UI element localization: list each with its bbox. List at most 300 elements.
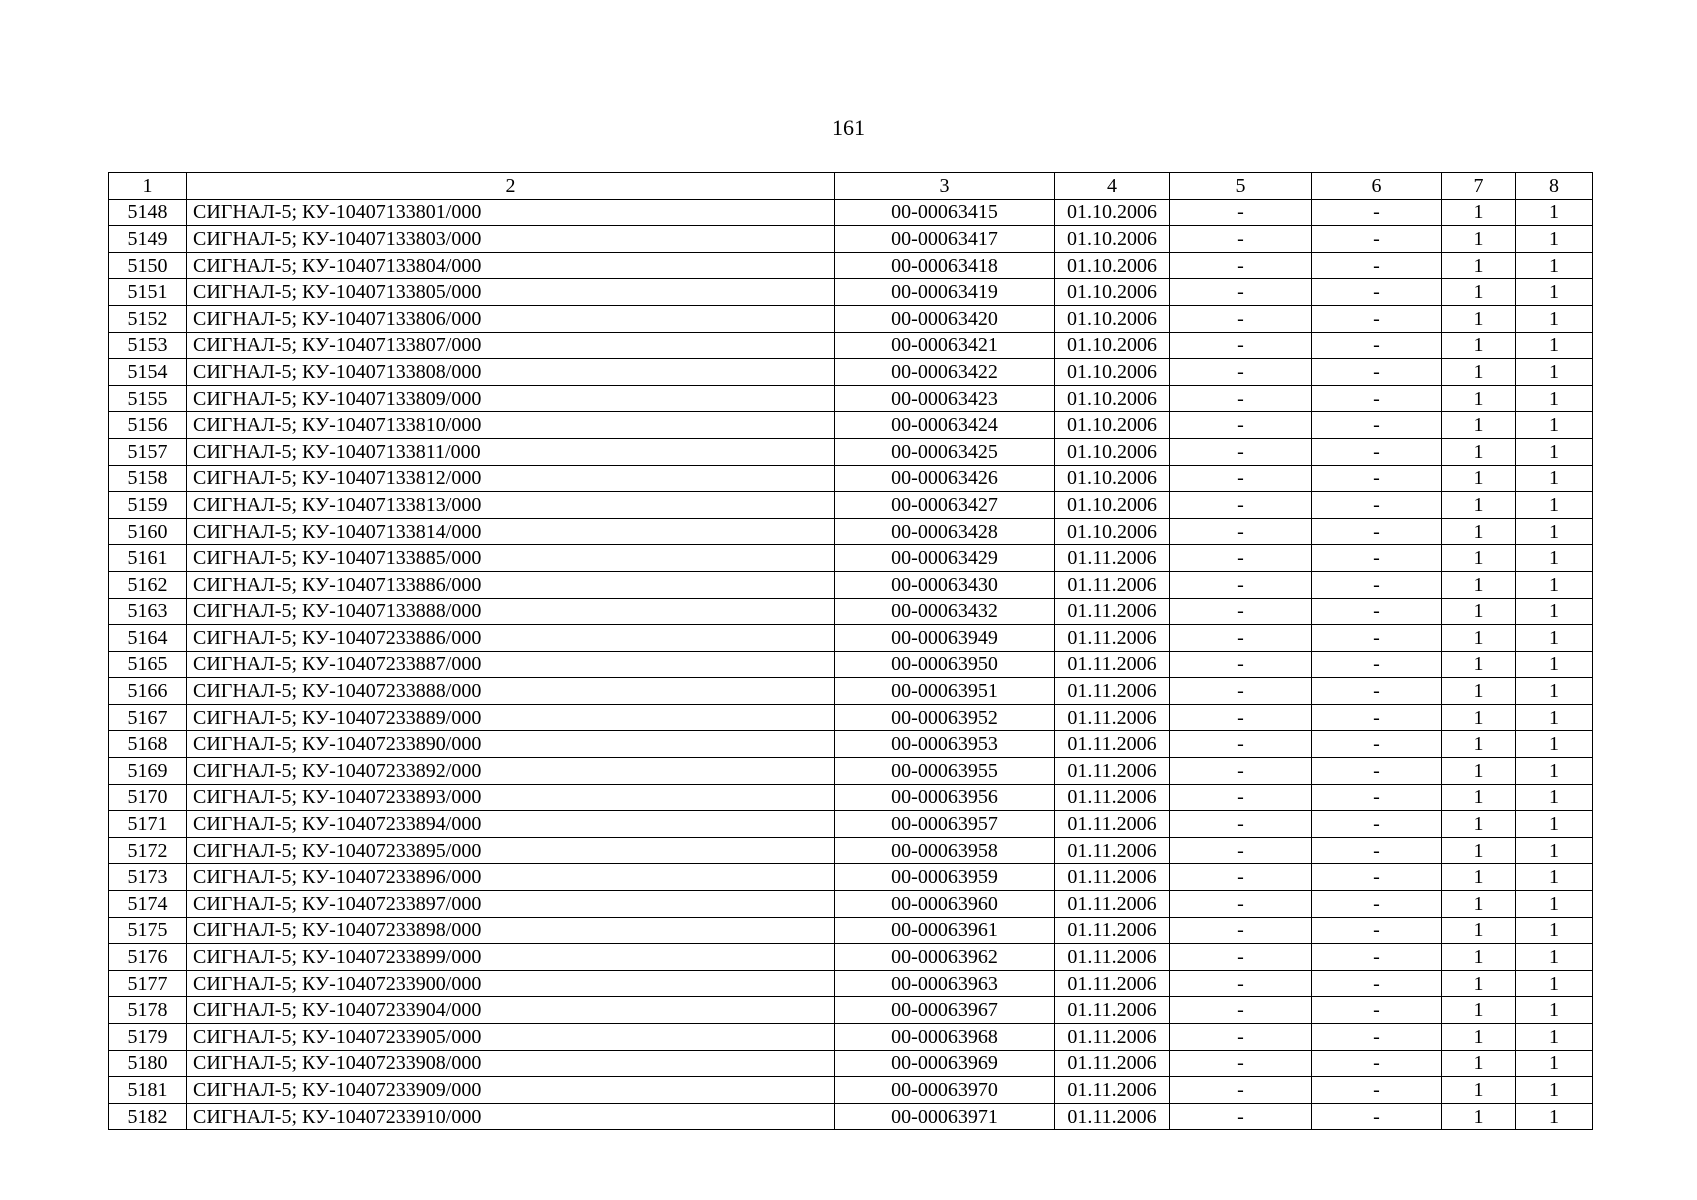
- table-row: [109, 651, 1593, 678]
- date-cell: 01.11.2006: [1055, 704, 1170, 731]
- col5-cell: -: [1170, 758, 1312, 785]
- inventory-number-cell: 00-00063424: [835, 412, 1055, 439]
- col5-cell: -: [1170, 811, 1312, 838]
- date-cell: 01.10.2006: [1055, 492, 1170, 519]
- inventory-number-cell: 00-00063967: [835, 997, 1055, 1024]
- col6-cell: -: [1312, 252, 1442, 279]
- inventory-number-cell: 00-00063430: [835, 571, 1055, 598]
- row-number-cell: 5171: [109, 811, 187, 838]
- col8-cell: 1: [1516, 891, 1593, 918]
- table-row: [109, 199, 1593, 226]
- date-cell: 01.11.2006: [1055, 731, 1170, 758]
- row-number-cell: 5164: [109, 625, 187, 652]
- col5-cell: -: [1170, 438, 1312, 465]
- col7-cell: 1: [1442, 226, 1516, 253]
- name-cell: СИГНАЛ-5; КУ-10407233898/000: [187, 917, 835, 944]
- col5-cell: -: [1170, 412, 1312, 439]
- col5-cell: -: [1170, 944, 1312, 971]
- col6-cell: -: [1312, 997, 1442, 1024]
- inventory-number-cell: 00-00063958: [835, 837, 1055, 864]
- col5-cell: -: [1170, 1077, 1312, 1104]
- date-cell: 01.11.2006: [1055, 837, 1170, 864]
- col7-cell: 1: [1442, 598, 1516, 625]
- col6-cell: -: [1312, 518, 1442, 545]
- name-cell: СИГНАЛ-5; КУ-10407233904/000: [187, 997, 835, 1024]
- date-cell: 01.11.2006: [1055, 1024, 1170, 1051]
- table-row: [109, 758, 1593, 785]
- col7-cell: 1: [1442, 1024, 1516, 1051]
- table-row: [109, 837, 1593, 864]
- col6-cell: -: [1312, 837, 1442, 864]
- col8-cell: 1: [1516, 837, 1593, 864]
- table-row: [109, 811, 1593, 838]
- table-row: [109, 492, 1593, 519]
- col6-cell: -: [1312, 864, 1442, 891]
- column-header: 3: [835, 173, 1055, 200]
- inventory-number-cell: 00-00063957: [835, 811, 1055, 838]
- col8-cell: 1: [1516, 385, 1593, 412]
- row-number-cell: 5178: [109, 997, 187, 1024]
- inventory-number-cell: 00-00063963: [835, 970, 1055, 997]
- col5-cell: -: [1170, 837, 1312, 864]
- col7-cell: 1: [1442, 199, 1516, 226]
- col7-cell: 1: [1442, 571, 1516, 598]
- col7-cell: 1: [1442, 492, 1516, 519]
- col8-cell: 1: [1516, 758, 1593, 785]
- inventory-number-cell: 00-00063959: [835, 864, 1055, 891]
- col7-cell: 1: [1442, 252, 1516, 279]
- col8-cell: 1: [1516, 598, 1593, 625]
- row-number-cell: 5172: [109, 837, 187, 864]
- row-number-cell: 5170: [109, 784, 187, 811]
- col6-cell: -: [1312, 492, 1442, 519]
- inventory-number-cell: 00-00063417: [835, 226, 1055, 253]
- name-cell: СИГНАЛ-5; КУ-10407233886/000: [187, 625, 835, 652]
- name-cell: СИГНАЛ-5; КУ-10407133885/000: [187, 545, 835, 572]
- col6-cell: -: [1312, 465, 1442, 492]
- name-cell: СИГНАЛ-5; КУ-10407233892/000: [187, 758, 835, 785]
- col7-cell: 1: [1442, 438, 1516, 465]
- col5-cell: -: [1170, 731, 1312, 758]
- inventory-number-cell: 00-00063968: [835, 1024, 1055, 1051]
- row-number-cell: 5149: [109, 226, 187, 253]
- table-row: [109, 944, 1593, 971]
- name-cell: СИГНАЛ-5; КУ-10407233900/000: [187, 970, 835, 997]
- header-row: [109, 173, 1593, 200]
- col8-cell: 1: [1516, 518, 1593, 545]
- col7-cell: 1: [1442, 545, 1516, 572]
- name-cell: СИГНАЛ-5; КУ-10407233889/000: [187, 704, 835, 731]
- col5-cell: -: [1170, 917, 1312, 944]
- column-header: 5: [1170, 173, 1312, 200]
- inventory-number-cell: 00-00063420: [835, 305, 1055, 332]
- table-row: [109, 598, 1593, 625]
- row-number-cell: 5165: [109, 651, 187, 678]
- name-cell: СИГНАЛ-5; КУ-10407133888/000: [187, 598, 835, 625]
- col6-cell: -: [1312, 811, 1442, 838]
- table-row: [109, 332, 1593, 359]
- table-row: [109, 385, 1593, 412]
- inventory-number-cell: 00-00063429: [835, 545, 1055, 572]
- date-cell: 01.11.2006: [1055, 864, 1170, 891]
- col8-cell: 1: [1516, 438, 1593, 465]
- col7-cell: 1: [1442, 758, 1516, 785]
- name-cell: СИГНАЛ-5; КУ-10407233890/000: [187, 731, 835, 758]
- col7-cell: 1: [1442, 1077, 1516, 1104]
- name-cell: СИГНАЛ-5; КУ-10407133811/000: [187, 438, 835, 465]
- col5-cell: -: [1170, 678, 1312, 705]
- col6-cell: -: [1312, 917, 1442, 944]
- col6-cell: -: [1312, 412, 1442, 439]
- date-cell: 01.10.2006: [1055, 332, 1170, 359]
- inventory-number-cell: 00-00063422: [835, 359, 1055, 386]
- col6-cell: -: [1312, 678, 1442, 705]
- table-row: [109, 226, 1593, 253]
- col7-cell: 1: [1442, 332, 1516, 359]
- col6-cell: -: [1312, 305, 1442, 332]
- col7-cell: 1: [1442, 385, 1516, 412]
- table-row: [109, 545, 1593, 572]
- date-cell: 01.10.2006: [1055, 199, 1170, 226]
- col7-cell: 1: [1442, 305, 1516, 332]
- col6-cell: -: [1312, 784, 1442, 811]
- col7-cell: 1: [1442, 917, 1516, 944]
- row-number-cell: 5159: [109, 492, 187, 519]
- date-cell: 01.11.2006: [1055, 784, 1170, 811]
- date-cell: 01.11.2006: [1055, 678, 1170, 705]
- date-cell: 01.10.2006: [1055, 518, 1170, 545]
- date-cell: 01.10.2006: [1055, 385, 1170, 412]
- col5-cell: -: [1170, 1050, 1312, 1077]
- inventory-number-cell: 00-00063421: [835, 332, 1055, 359]
- date-cell: 01.11.2006: [1055, 1103, 1170, 1130]
- col5-cell: -: [1170, 1103, 1312, 1130]
- date-cell: 01.11.2006: [1055, 944, 1170, 971]
- col6-cell: -: [1312, 385, 1442, 412]
- column-header: 2: [187, 173, 835, 200]
- table-body: [109, 199, 1593, 1130]
- row-number-cell: 5148: [109, 199, 187, 226]
- col6-cell: -: [1312, 571, 1442, 598]
- col5-cell: -: [1170, 518, 1312, 545]
- col5-cell: -: [1170, 651, 1312, 678]
- row-number-cell: 5181: [109, 1077, 187, 1104]
- inventory-number-cell: 00-00063960: [835, 891, 1055, 918]
- table-row: [109, 917, 1593, 944]
- col5-cell: -: [1170, 279, 1312, 306]
- col5-cell: -: [1170, 492, 1312, 519]
- col8-cell: 1: [1516, 864, 1593, 891]
- col6-cell: -: [1312, 359, 1442, 386]
- row-number-cell: 5155: [109, 385, 187, 412]
- col7-cell: 1: [1442, 678, 1516, 705]
- name-cell: СИГНАЛ-5; КУ-10407133812/000: [187, 465, 835, 492]
- inventory-number-cell: 00-00063971: [835, 1103, 1055, 1130]
- date-cell: 01.11.2006: [1055, 891, 1170, 918]
- col5-cell: -: [1170, 465, 1312, 492]
- name-cell: СИГНАЛ-5; КУ-10407233910/000: [187, 1103, 835, 1130]
- col6-cell: -: [1312, 598, 1442, 625]
- col6-cell: -: [1312, 332, 1442, 359]
- name-cell: СИГНАЛ-5; КУ-10407133810/000: [187, 412, 835, 439]
- date-cell: 01.10.2006: [1055, 252, 1170, 279]
- date-cell: 01.11.2006: [1055, 970, 1170, 997]
- table-row: [109, 784, 1593, 811]
- name-cell: СИГНАЛ-5; КУ-10407133801/000: [187, 199, 835, 226]
- row-number-cell: 5176: [109, 944, 187, 971]
- column-header: 1: [109, 173, 187, 200]
- row-number-cell: 5150: [109, 252, 187, 279]
- col6-cell: -: [1312, 438, 1442, 465]
- inventory-number-cell: 00-00063428: [835, 518, 1055, 545]
- col8-cell: 1: [1516, 944, 1593, 971]
- col8-cell: 1: [1516, 625, 1593, 652]
- table-row: [109, 438, 1593, 465]
- col7-cell: 1: [1442, 1103, 1516, 1130]
- col5-cell: -: [1170, 252, 1312, 279]
- row-number-cell: 5151: [109, 279, 187, 306]
- col8-cell: 1: [1516, 571, 1593, 598]
- name-cell: СИГНАЛ-5; КУ-10407133814/000: [187, 518, 835, 545]
- table-row: [109, 359, 1593, 386]
- table-row: [109, 625, 1593, 652]
- col8-cell: 1: [1516, 1077, 1593, 1104]
- col5-cell: -: [1170, 305, 1312, 332]
- col8-cell: 1: [1516, 279, 1593, 306]
- row-number-cell: 5175: [109, 917, 187, 944]
- table-row: [109, 1077, 1593, 1104]
- name-cell: СИГНАЛ-5; КУ-10407133886/000: [187, 571, 835, 598]
- name-cell: СИГНАЛ-5; КУ-10407233905/000: [187, 1024, 835, 1051]
- col5-cell: -: [1170, 359, 1312, 386]
- col6-cell: -: [1312, 1050, 1442, 1077]
- date-cell: 01.11.2006: [1055, 625, 1170, 652]
- col8-cell: 1: [1516, 252, 1593, 279]
- name-cell: СИГНАЛ-5; КУ-10407133803/000: [187, 226, 835, 253]
- table-row: [109, 678, 1593, 705]
- row-number-cell: 5153: [109, 332, 187, 359]
- col5-cell: -: [1170, 598, 1312, 625]
- date-cell: 01.10.2006: [1055, 412, 1170, 439]
- date-cell: 01.10.2006: [1055, 359, 1170, 386]
- inventory-number-cell: 00-00063962: [835, 944, 1055, 971]
- inventory-number-cell: 00-00063969: [835, 1050, 1055, 1077]
- row-number-cell: 5182: [109, 1103, 187, 1130]
- name-cell: СИГНАЛ-5; КУ-10407133807/000: [187, 332, 835, 359]
- col5-cell: -: [1170, 199, 1312, 226]
- col7-cell: 1: [1442, 518, 1516, 545]
- col8-cell: 1: [1516, 1103, 1593, 1130]
- col7-cell: 1: [1442, 784, 1516, 811]
- col8-cell: 1: [1516, 545, 1593, 572]
- table-row: [109, 252, 1593, 279]
- col8-cell: 1: [1516, 492, 1593, 519]
- col5-cell: -: [1170, 784, 1312, 811]
- col8-cell: 1: [1516, 970, 1593, 997]
- col8-cell: 1: [1516, 332, 1593, 359]
- register-table: [108, 172, 1593, 1130]
- name-cell: СИГНАЛ-5; КУ-10407233899/000: [187, 944, 835, 971]
- name-cell: СИГНАЛ-5; КУ-10407133806/000: [187, 305, 835, 332]
- col7-cell: 1: [1442, 997, 1516, 1024]
- row-number-cell: 5154: [109, 359, 187, 386]
- date-cell: 01.11.2006: [1055, 997, 1170, 1024]
- col8-cell: 1: [1516, 704, 1593, 731]
- col5-cell: -: [1170, 970, 1312, 997]
- inventory-number-cell: 00-00063950: [835, 651, 1055, 678]
- table-row: [109, 571, 1593, 598]
- col8-cell: 1: [1516, 359, 1593, 386]
- inventory-number-cell: 00-00063961: [835, 917, 1055, 944]
- col6-cell: -: [1312, 545, 1442, 572]
- column-header: 6: [1312, 173, 1442, 200]
- col7-cell: 1: [1442, 704, 1516, 731]
- name-cell: СИГНАЛ-5; КУ-10407133804/000: [187, 252, 835, 279]
- name-cell: СИГНАЛ-5; КУ-10407233909/000: [187, 1077, 835, 1104]
- col8-cell: 1: [1516, 731, 1593, 758]
- col8-cell: 1: [1516, 811, 1593, 838]
- row-number-cell: 5166: [109, 678, 187, 705]
- date-cell: 01.11.2006: [1055, 651, 1170, 678]
- inventory-number-cell: 00-00063953: [835, 731, 1055, 758]
- col6-cell: -: [1312, 731, 1442, 758]
- col7-cell: 1: [1442, 837, 1516, 864]
- row-number-cell: 5169: [109, 758, 187, 785]
- table-row: [109, 970, 1593, 997]
- col8-cell: 1: [1516, 1050, 1593, 1077]
- col6-cell: -: [1312, 970, 1442, 997]
- date-cell: 01.11.2006: [1055, 1077, 1170, 1104]
- col8-cell: 1: [1516, 305, 1593, 332]
- row-number-cell: 5167: [109, 704, 187, 731]
- row-number-cell: 5180: [109, 1050, 187, 1077]
- col7-cell: 1: [1442, 279, 1516, 306]
- col6-cell: -: [1312, 651, 1442, 678]
- col7-cell: 1: [1442, 359, 1516, 386]
- column-header: 4: [1055, 173, 1170, 200]
- inventory-number-cell: 00-00063427: [835, 492, 1055, 519]
- name-cell: СИГНАЛ-5; КУ-10407233895/000: [187, 837, 835, 864]
- col6-cell: -: [1312, 758, 1442, 785]
- inventory-number-cell: 00-00063432: [835, 598, 1055, 625]
- inventory-number-cell: 00-00063949: [835, 625, 1055, 652]
- name-cell: СИГНАЛ-5; КУ-10407233897/000: [187, 891, 835, 918]
- inventory-number-cell: 00-00063955: [835, 758, 1055, 785]
- col7-cell: 1: [1442, 944, 1516, 971]
- col8-cell: 1: [1516, 412, 1593, 439]
- table-row: [109, 704, 1593, 731]
- col8-cell: 1: [1516, 1024, 1593, 1051]
- col5-cell: -: [1170, 545, 1312, 572]
- col7-cell: 1: [1442, 970, 1516, 997]
- inventory-number-cell: 00-00063423: [835, 385, 1055, 412]
- row-number-cell: 5160: [109, 518, 187, 545]
- col8-cell: 1: [1516, 199, 1593, 226]
- col8-cell: 1: [1516, 678, 1593, 705]
- col7-cell: 1: [1442, 412, 1516, 439]
- col5-cell: -: [1170, 1024, 1312, 1051]
- row-number-cell: 5161: [109, 545, 187, 572]
- name-cell: СИГНАЛ-5; КУ-10407133813/000: [187, 492, 835, 519]
- row-number-cell: 5179: [109, 1024, 187, 1051]
- row-number-cell: 5162: [109, 571, 187, 598]
- col7-cell: 1: [1442, 731, 1516, 758]
- col6-cell: -: [1312, 279, 1442, 306]
- row-number-cell: 5157: [109, 438, 187, 465]
- inventory-number-cell: 00-00063952: [835, 704, 1055, 731]
- date-cell: 01.11.2006: [1055, 917, 1170, 944]
- date-cell: 01.10.2006: [1055, 226, 1170, 253]
- inventory-number-cell: 00-00063425: [835, 438, 1055, 465]
- inventory-number-cell: 00-00063415: [835, 199, 1055, 226]
- table-row: [109, 731, 1593, 758]
- row-number-cell: 5152: [109, 305, 187, 332]
- date-cell: 01.11.2006: [1055, 758, 1170, 785]
- table-row: [109, 864, 1593, 891]
- table-row: [109, 1050, 1593, 1077]
- date-cell: 01.10.2006: [1055, 305, 1170, 332]
- date-cell: 01.11.2006: [1055, 598, 1170, 625]
- inventory-number-cell: 00-00063951: [835, 678, 1055, 705]
- col5-cell: -: [1170, 704, 1312, 731]
- date-cell: 01.11.2006: [1055, 571, 1170, 598]
- name-cell: СИГНАЛ-5; КУ-10407233893/000: [187, 784, 835, 811]
- date-cell: 01.11.2006: [1055, 545, 1170, 572]
- inventory-number-cell: 00-00063970: [835, 1077, 1055, 1104]
- col5-cell: -: [1170, 385, 1312, 412]
- row-number-cell: 5156: [109, 412, 187, 439]
- table-row: [109, 305, 1593, 332]
- inventory-number-cell: 00-00063418: [835, 252, 1055, 279]
- col8-cell: 1: [1516, 465, 1593, 492]
- column-header: 8: [1516, 173, 1593, 200]
- table-row: [109, 412, 1593, 439]
- row-number-cell: 5174: [109, 891, 187, 918]
- inventory-number-cell: 00-00063956: [835, 784, 1055, 811]
- col5-cell: -: [1170, 571, 1312, 598]
- name-cell: СИГНАЛ-5; КУ-10407233888/000: [187, 678, 835, 705]
- col6-cell: -: [1312, 1103, 1442, 1130]
- column-header: 7: [1442, 173, 1516, 200]
- row-number-cell: 5163: [109, 598, 187, 625]
- name-cell: СИГНАЛ-5; КУ-10407233896/000: [187, 864, 835, 891]
- row-number-cell: 5158: [109, 465, 187, 492]
- table-row: [109, 997, 1593, 1024]
- col6-cell: -: [1312, 1077, 1442, 1104]
- col8-cell: 1: [1516, 997, 1593, 1024]
- row-number-cell: 5173: [109, 864, 187, 891]
- col7-cell: 1: [1442, 891, 1516, 918]
- col7-cell: 1: [1442, 651, 1516, 678]
- row-number-cell: 5177: [109, 970, 187, 997]
- col6-cell: -: [1312, 625, 1442, 652]
- col7-cell: 1: [1442, 864, 1516, 891]
- col7-cell: 1: [1442, 811, 1516, 838]
- col6-cell: -: [1312, 704, 1442, 731]
- date-cell: 01.11.2006: [1055, 1050, 1170, 1077]
- name-cell: СИГНАЛ-5; КУ-10407133808/000: [187, 359, 835, 386]
- inventory-number-cell: 00-00063426: [835, 465, 1055, 492]
- col7-cell: 1: [1442, 465, 1516, 492]
- col5-cell: -: [1170, 625, 1312, 652]
- table-row: [109, 1024, 1593, 1051]
- name-cell: СИГНАЛ-5; КУ-10407233887/000: [187, 651, 835, 678]
- col5-cell: -: [1170, 891, 1312, 918]
- col7-cell: 1: [1442, 1050, 1516, 1077]
- table-row: [109, 465, 1593, 492]
- col6-cell: -: [1312, 226, 1442, 253]
- col6-cell: -: [1312, 944, 1442, 971]
